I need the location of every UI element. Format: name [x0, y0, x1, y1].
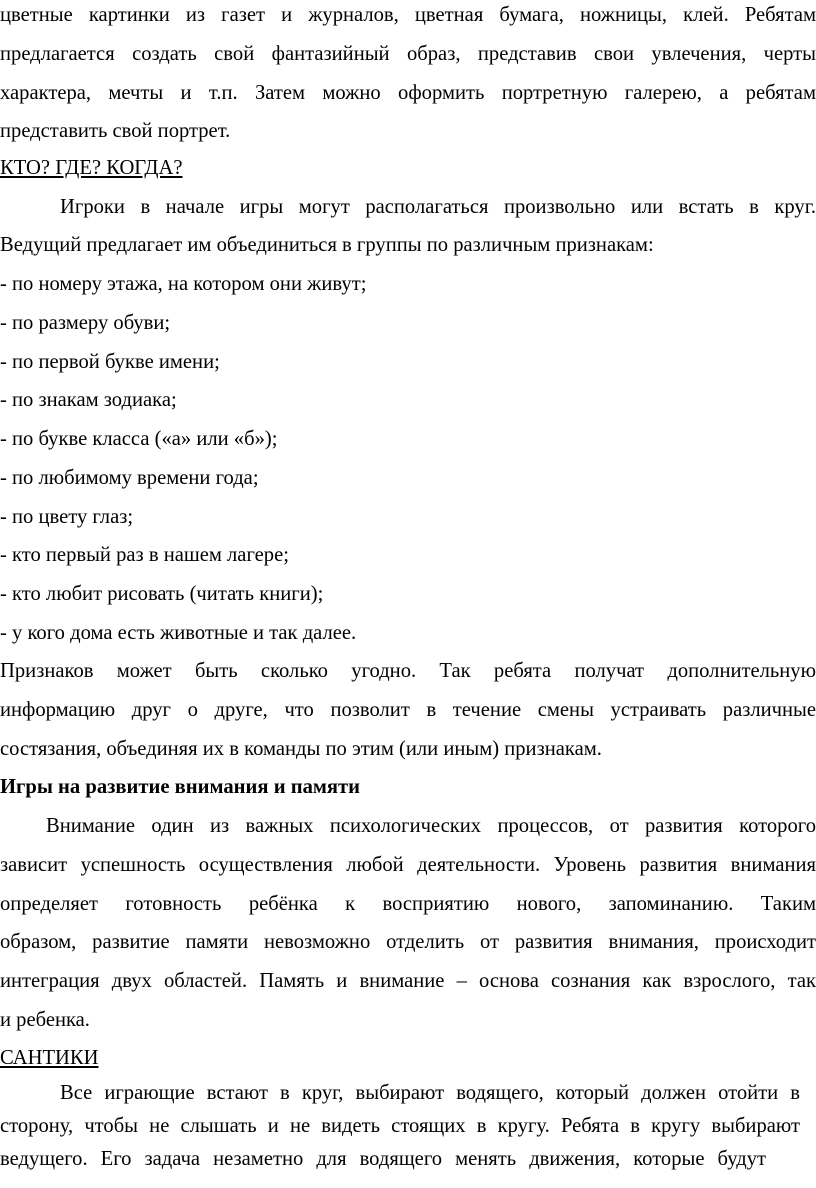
- paragraph-line: характера, мечты и т.п. Затем можно оформить портретную галерею, а ребятам: [0, 82, 816, 104]
- paragraph-line: Внимание один из важных психологических процессов, от развития которого: [46, 815, 816, 837]
- paragraph-line: Игроки в начале игры могут располагаться произвольно или встать в круг.: [60, 196, 816, 218]
- paragraph-line: ведущего. Его задача незаметно для водящего менять движения, которые будут: [0, 1148, 766, 1170]
- paragraph-line: Признаков может быть сколько угодно. Так ребята получат дополнительную: [0, 660, 816, 682]
- paragraph-line: представить свой портрет.: [0, 120, 231, 142]
- paragraph-line: и ребенка.: [0, 1009, 90, 1031]
- section-heading-attention-memory: Игры на развитие внимания и памяти: [0, 776, 361, 798]
- paragraph-line: зависит успешность осуществления любой деятельности. Уровень развития внимания: [0, 854, 816, 876]
- list-item: - по первой букве имени;: [0, 351, 220, 373]
- list-item: - у кого дома есть животные и так далее.: [0, 622, 357, 644]
- list-item: - по номеру этажа, на котором они живут;: [0, 273, 367, 295]
- paragraph-line: определяет готовность ребёнка к восприятию нового, запоминанию. Таким: [0, 893, 816, 915]
- list-item: - по букве класса («а» или «б»);: [0, 428, 278, 450]
- list-item: - кто любит рисовать (читать книги);: [0, 583, 324, 605]
- paragraph-line: интеграция двух областей. Память и внимание – основа сознания как взрослого, так: [0, 970, 816, 992]
- paragraph-line: образом, развитие памяти невозможно отделить от развития внимания, происходит: [0, 931, 816, 953]
- paragraph-line: Ведущий предлагает им объединиться в группы по различным признакам:: [0, 234, 654, 256]
- paragraph-line: сторону, чтобы не слышать и не видеть стоящих в кругу. Ребята в кругу выбирают: [0, 1115, 800, 1137]
- list-item: - по знакам зодиака;: [0, 389, 177, 411]
- paragraph-line: информацию друг о друге, что позволит в течение смены устраивать различные: [0, 699, 816, 721]
- paragraph-line: цветные картинки из газет и журналов, цветная бумага, ножницы, клей. Ребятам: [0, 4, 816, 26]
- paragraph-line: Все играющие встают в круг, выбирают водящего, который должен отойти в: [60, 1082, 800, 1104]
- list-item: - кто первый раз в нашем лагере;: [0, 544, 289, 566]
- section-heading-santiki: САНТИКИ: [0, 1047, 99, 1069]
- list-item: - по цвету глаз;: [0, 506, 134, 528]
- paragraph-line: предлагается создать свой фантазийный образ, представив свои увлечения, черты: [0, 43, 816, 65]
- paragraph-line: состязания, объединяя их в команды по этим (или иным) признакам.: [0, 738, 602, 760]
- list-item: - по размеру обуви;: [0, 312, 171, 334]
- list-item: - по любимому времени года;: [0, 467, 259, 489]
- section-heading-who-where-when: КТО? ГДЕ? КОГДА?: [0, 157, 183, 179]
